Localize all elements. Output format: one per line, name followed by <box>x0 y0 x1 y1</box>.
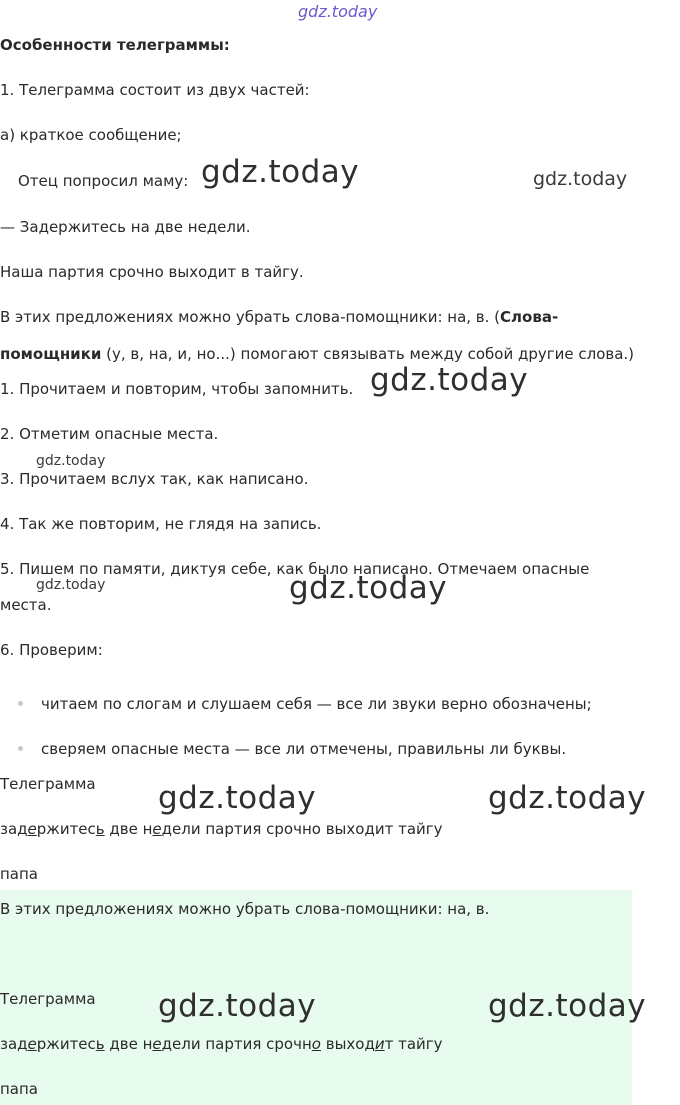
text-span: т тайгу <box>384 1035 443 1053</box>
bullet-dot <box>18 701 23 706</box>
step-line: 2. Отметим опасные места. <box>0 425 219 443</box>
telegram-title: Телеграмма <box>0 775 96 793</box>
text-span: зад <box>0 820 28 838</box>
marked-letter: е <box>27 1035 37 1053</box>
text-span: зад <box>0 1035 28 1053</box>
step-line: 1. Прочитаем и повторим, чтобы запомнить. <box>0 380 354 398</box>
marked-letter: ь <box>95 1035 105 1053</box>
text-span: дели партия срочн <box>161 1035 312 1053</box>
text-span: (у, в, на, и, но...) помогают связывать между собой другие слова.) <box>101 345 635 363</box>
text-span: В этих предложениях можно убрать слова-помощники: на, в. ( <box>0 308 501 326</box>
paragraph-line <box>0 308 558 326</box>
paragraph-line: 1. Телеграмма состоит из двух частей: <box>0 81 310 99</box>
bullet-dot <box>18 746 23 751</box>
bullet-item: сверяем опасные места — все ли отмечены, правильны ли буквы. <box>41 740 567 758</box>
step-line: 4. Так же повторим, не глядя на запись. <box>0 515 322 533</box>
paragraph-line <box>0 345 634 363</box>
step-line: 5. Пишем по памяти, диктуя себе, как было написано. Отмечаем опасные <box>0 560 590 578</box>
step-line: места. <box>0 596 52 614</box>
paragraph-line: а) краткое сообщение; <box>0 126 182 144</box>
telegram-signature: папа <box>0 1080 38 1098</box>
watermark: gdz.today <box>158 780 317 816</box>
telegram-text <box>0 820 443 838</box>
bullet-item: читаем по слогам и слушаем себя — все ли звуки верно обозначены; <box>41 695 592 713</box>
paragraph-line: Отец попросил маму: <box>18 172 189 190</box>
watermark: gdz.today <box>488 780 647 816</box>
marked-letter: о <box>311 1035 321 1053</box>
marked-letter: е <box>27 820 37 838</box>
answer-line: В этих предложениях можно убрать слова-помощники: на, в. <box>0 900 490 918</box>
watermark-top: gdz.today <box>298 2 378 21</box>
text-span: две н <box>104 1035 153 1053</box>
text-span: дели партия срочно выходит тайгу <box>161 820 443 838</box>
telegram-text <box>0 1035 443 1053</box>
step-line: 6. Проверим: <box>0 641 103 659</box>
text-span: ржитес <box>36 820 96 838</box>
bold-term: Слова- <box>500 308 559 326</box>
watermark: gdz.today <box>533 168 628 190</box>
watermark: gdz.today <box>201 154 360 190</box>
watermark: gdz.today <box>158 988 317 1024</box>
marked-letter: и <box>374 1035 385 1053</box>
watermark: gdz.today <box>36 453 106 469</box>
marked-letter: ь <box>95 820 105 838</box>
watermark: gdz.today <box>289 570 448 606</box>
watermark: gdz.today <box>370 362 529 398</box>
text-span: выход <box>320 1035 375 1053</box>
telegram-signature: папа <box>0 865 38 883</box>
telegram-title: Телеграмма <box>0 990 96 1008</box>
text-span: две н <box>104 820 153 838</box>
paragraph-line: Наша партия срочно выходит в тайгу. <box>0 263 304 281</box>
bold-term: помощники <box>0 345 102 363</box>
marked-letter: е <box>152 1035 162 1053</box>
marked-letter: е <box>152 820 162 838</box>
page-heading: Особенности телеграммы: <box>0 36 230 54</box>
text-span: ржитес <box>36 1035 96 1053</box>
watermark: gdz.today <box>488 988 647 1024</box>
watermark: gdz.today <box>36 577 106 593</box>
paragraph-line: — Задержитесь на две недели. <box>0 218 251 236</box>
step-line: 3. Прочитаем вслух так, как написано. <box>0 470 309 488</box>
